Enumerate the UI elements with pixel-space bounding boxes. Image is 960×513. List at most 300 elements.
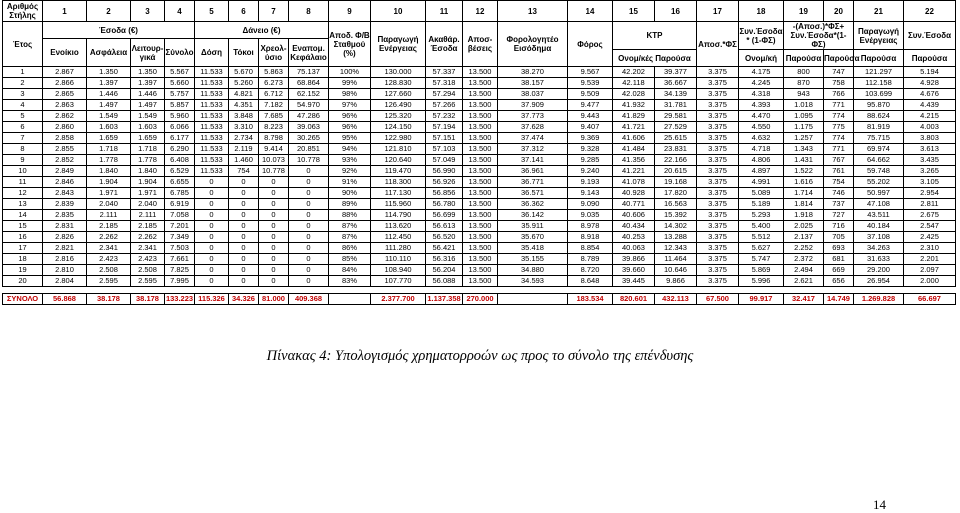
table-cell: 0 [229,210,259,221]
table-row [3,100,956,111]
header-energy-production: Παραγωγή Ενέργειας [371,22,426,67]
table-cell: 37.141 [498,155,568,166]
table-cell: 6.408 [165,155,195,166]
table-cell: 37.628 [498,122,568,133]
table-cell: 15 [3,221,43,232]
table-cell: 56.926 [426,177,463,188]
table-cell: 2.111 [87,210,131,221]
table-cell: 95.870 [854,100,904,111]
header-loan-group: Δάνειο (€) [195,22,329,39]
table-row [3,254,956,265]
table-cell: 0 [259,177,289,188]
table-cell: 0 [259,221,289,232]
table-cell: 14.302 [655,221,697,232]
table-cell: 127.660 [371,89,426,100]
table-cell: 87% [329,232,371,243]
table-cell: 1.616 [784,177,824,188]
table-cell: 2.821 [43,243,87,254]
table-cell: 57.194 [426,122,463,133]
table-cell: 681 [824,254,854,265]
header-insurance: Ασφάλεια [87,39,131,67]
table-cell: 13.500 [463,243,498,254]
total-cell: 14.749 [824,294,854,305]
table-cell: 120.640 [371,155,426,166]
col-number: 7 [259,1,289,22]
table-row [3,166,956,177]
table-cell: 3.375 [697,100,739,111]
table-cell: 5.869 [739,265,784,276]
table-cell: 771 [824,144,854,155]
table-cell: 13.500 [463,155,498,166]
table-cell: 0 [229,177,259,188]
table-cell: 88.624 [854,111,904,122]
table-cell: 3.375 [697,144,739,155]
table-cell: 7 [3,133,43,144]
table-cell: 43.511 [854,210,904,221]
table-cell: 11.533 [195,166,229,177]
table-cell: 9.240 [568,166,613,177]
table-cell: 54.970 [289,100,329,111]
table-cell: 4.821 [229,89,259,100]
table-cell: 88% [329,210,371,221]
table-cell: 0 [229,199,259,210]
col-number: 11 [426,1,463,22]
table-cell: 8.223 [259,122,289,133]
table-cell: 6.177 [165,133,195,144]
table-cell: 705 [824,232,854,243]
table-cell: 40.606 [613,210,655,221]
col-number: 1 [43,1,87,22]
col-number: 10 [371,1,426,22]
table-cell: 40.771 [613,199,655,210]
table-cell: 56.316 [426,254,463,265]
table-cell: 35.670 [498,232,568,243]
table-cell: 4.718 [739,144,784,155]
header-present-1: Παρούσα [784,50,824,67]
table-cell: 9.193 [568,177,613,188]
table-cell: 4.550 [739,122,784,133]
table-cell: 92% [329,166,371,177]
table-cell: 1.397 [87,78,131,89]
table-cell: 13.288 [655,232,697,243]
table-cell: 2.201 [904,254,956,265]
table-cell: 7.685 [259,111,289,122]
table-cell: 1.814 [784,199,824,210]
table-cell: 10 [3,166,43,177]
table-cell: 41.829 [613,111,655,122]
table-cell: 0 [289,177,329,188]
total-cell: 432.113 [655,294,697,305]
table-cell: 114.790 [371,210,426,221]
table-cell: 75.137 [289,67,329,78]
table-body [3,67,956,305]
table-cell: 68.864 [289,78,329,89]
table-cell: 10.646 [655,265,697,276]
table-cell: 4.632 [739,133,784,144]
table-row [3,177,956,188]
header-taxable-income: Φορολογητέο Εισόδημα [498,22,568,67]
table-cell: 6.066 [165,122,195,133]
table-cell: 0 [259,254,289,265]
table-cell: 1.350 [131,67,165,78]
table-cell: 746 [824,188,854,199]
table-cell: 11.533 [195,155,229,166]
table-cell: 8.978 [568,221,613,232]
total-row [3,294,956,305]
table-row [3,78,956,89]
table-cell: 14 [3,210,43,221]
table-cell: 669 [824,265,854,276]
table-cell: 8.854 [568,243,613,254]
col-number: 13 [498,1,568,22]
header-present-3: Παρούσα [854,50,904,67]
table-cell: 2.111 [131,210,165,221]
table-cell: 2.341 [131,243,165,254]
table-cell: 2.867 [43,67,87,78]
table-cell: 9.477 [568,100,613,111]
header-total-income-tax: Συν.Έσοδα * (1-ΦΣ) [739,22,784,50]
table-cell: 38.157 [498,78,568,89]
table-cell: 3.375 [697,78,739,89]
table-cell: 2.826 [43,232,87,243]
table-cell: 754 [229,166,259,177]
table-cell: 89% [329,199,371,210]
table-row [3,89,956,100]
table-cell: 56.421 [426,243,463,254]
table-cell: 39.063 [289,122,329,133]
header-total: Σύνολο [165,39,195,67]
table-cell: 5.512 [739,232,784,243]
table-cell: 3.265 [904,166,956,177]
table-cell: 91% [329,177,371,188]
total-cell: 270.000 [463,294,498,305]
table-cell: 83% [329,276,371,287]
table-cell: 36.771 [498,177,568,188]
table-cell: 2.858 [43,133,87,144]
table-cell: 2.508 [131,265,165,276]
table-cell: 40.063 [613,243,655,254]
table-cell: 95% [329,133,371,144]
table-cell: 3.105 [904,177,956,188]
header-interest: Τόκοι [229,39,259,67]
table-cell: 64.662 [854,155,904,166]
table-cell: 1.018 [784,100,824,111]
header-gross-income: Ακαθάρ. Έσοδα [426,22,463,67]
table-cell: 0 [195,199,229,210]
header-amortization: Χρεολ-ύσιο [259,39,289,67]
col-number: 18 [739,1,784,22]
table-cell: 122.980 [371,133,426,144]
total-cell: 67.500 [697,294,739,305]
table-cell: 6.919 [165,199,195,210]
table-cell: 13.500 [463,276,498,287]
table-cell: 2.595 [131,276,165,287]
table-cell: 2.810 [43,265,87,276]
col-number: 17 [697,1,739,22]
table-cell: 2.262 [131,232,165,243]
total-cell: 2.377.700 [371,294,426,305]
table-cell: 774 [824,133,854,144]
table-cell: 0 [289,188,329,199]
table-cell: 20 [3,276,43,287]
table-cell: 38.270 [498,67,568,78]
table-cell: 4 [3,100,43,111]
table-cell: 11.533 [195,122,229,133]
table-cell: 2.846 [43,177,87,188]
table-cell: 2.137 [784,232,824,243]
table-cell: 115.960 [371,199,426,210]
table-cell: 57.294 [426,89,463,100]
table-cell: 0 [289,243,329,254]
table-cell: 1.497 [87,100,131,111]
table-cell: 6.290 [165,144,195,155]
column-number-row [3,1,956,22]
table-cell: 5.757 [165,89,195,100]
header-energy-production-2: Παραγωγή Ενέργειας [854,22,904,50]
total-cell: 32.417 [784,294,824,305]
table-cell: 56.856 [426,188,463,199]
table-cell: 57.103 [426,144,463,155]
total-label: ΣΥΝΟΛΟ [3,294,43,305]
table-cell: 11.533 [195,133,229,144]
table-cell: 1 [3,67,43,78]
total-cell: 38.178 [131,294,165,305]
table-cell: 0 [229,243,259,254]
total-cell: 56.868 [43,294,87,305]
table-cell: 2.097 [904,265,956,276]
table-cell: 97% [329,100,371,111]
table-cell: 13.500 [463,144,498,155]
table-cell: 9.407 [568,122,613,133]
table-cell: 2.863 [43,100,87,111]
table-cell: 747 [824,67,854,78]
header-depr-tax: Αποσ.*ΦΣ [697,22,739,67]
table-cell: 38.037 [498,89,568,100]
total-cell: 409.368 [289,294,329,305]
table-cell: 2.849 [43,166,87,177]
table-cell: 0 [289,166,329,177]
col-number: 2 [87,1,131,22]
table-cell: 84% [329,265,371,276]
table-cell: 0 [289,221,329,232]
table-cell: 94% [329,144,371,155]
table-cell: 41.221 [613,166,655,177]
table-cell: 13.500 [463,188,498,199]
table-cell: 10.778 [289,155,329,166]
table-cell: 98% [329,89,371,100]
table-cell: 3.375 [697,89,739,100]
total-cell: 183.534 [568,294,613,305]
table-cell: 800 [784,67,824,78]
table-cell: 0 [195,177,229,188]
table-cell: 36.961 [498,166,568,177]
table-cell: 36.667 [655,78,697,89]
table-row [3,133,956,144]
table-cell: 4.393 [739,100,784,111]
table-cell: 20.615 [655,166,697,177]
table-cell: 37.108 [854,232,904,243]
table-cell: 2.423 [87,254,131,265]
table-cell: 5.960 [165,111,195,122]
table-cell: 8.798 [259,133,289,144]
table-cell: 108.940 [371,265,426,276]
table-cell: 35.418 [498,243,568,254]
header-remaining-capital: Εναπομ. Κεφάλαιο [289,39,329,67]
table-cell: 40.928 [613,188,655,199]
table-cell: 5.863 [259,67,289,78]
table-cell: 0 [289,254,329,265]
table-cell: 9.509 [568,89,613,100]
table-cell: 2.839 [43,199,87,210]
table-cell: 2.341 [87,243,131,254]
table-cell: 1.397 [131,78,165,89]
col-number: 12 [463,1,498,22]
table-cell: 3.375 [697,243,739,254]
table-cell: 2.040 [87,199,131,210]
table-cell: 5.194 [904,67,956,78]
table-cell: 42.118 [613,78,655,89]
table-cell: 13.500 [463,122,498,133]
header-rent: Ενοίκιο [43,39,87,67]
table-cell: 2.816 [43,254,87,265]
table-cell: 40.434 [613,221,655,232]
table-cell: 29.581 [655,111,697,122]
table-cell: 2.119 [229,144,259,155]
table-cell: 16 [3,232,43,243]
table-cell: 42.028 [613,89,655,100]
table-cell: 2.831 [43,221,87,232]
table-cell: 1.778 [131,155,165,166]
table-cell: 41.932 [613,100,655,111]
col-number: 15 [613,1,655,22]
table-cell: 6.655 [165,177,195,188]
table-cell: 0 [195,221,229,232]
table-cell: 9.090 [568,199,613,210]
table-cell: 113.620 [371,221,426,232]
table-cell: 12.343 [655,243,697,254]
table-cell: 4.439 [904,100,956,111]
table-cell: 15.392 [655,210,697,221]
table-cell: 0 [229,265,259,276]
table-cell: 2.835 [43,210,87,221]
table-cell: 761 [824,166,854,177]
total-cell: 34.326 [229,294,259,305]
table-cell: 4.676 [904,89,956,100]
header-depreciation: Αποσ-βέσεις [463,22,498,67]
table-cell: 3 [3,89,43,100]
table-cell: 0 [229,188,259,199]
table-cell: 13.500 [463,221,498,232]
table-cell: 57.337 [426,67,463,78]
table-cell: 25.615 [655,133,697,144]
table-cell: 8.720 [568,265,613,276]
table-cell: 37.312 [498,144,568,155]
table-cell: 39.445 [613,276,655,287]
table-cell: 7.349 [165,232,195,243]
table-cell: 41.078 [613,177,655,188]
table-cell: 1.778 [87,155,131,166]
table-cell: 2.040 [131,199,165,210]
table-cell: 2.852 [43,155,87,166]
header-nominal: Ονομ/κή [739,50,784,67]
table-cell: 19.168 [655,177,697,188]
table-cell: 5.567 [165,67,195,78]
col-number: 20 [824,1,854,22]
table-cell: 1.603 [87,122,131,133]
table-cell: 124.150 [371,122,426,133]
col-number: 6 [229,1,259,22]
table-cell: 3.375 [697,210,739,221]
total-cell: 99.917 [739,294,784,305]
table-cell: 7.182 [259,100,289,111]
table-cell: 3.375 [697,188,739,199]
table-cell: 766 [824,89,854,100]
header-group-row [3,22,956,39]
total-cell: 38.178 [87,294,131,305]
table-cell: 4.991 [739,177,784,188]
table-cell: 13.500 [463,254,498,265]
total-cell: 66.697 [904,294,956,305]
table-cell: 0 [259,199,289,210]
table-cell: 31.633 [854,254,904,265]
col-number: 19 [784,1,824,22]
table-cell: 119.470 [371,166,426,177]
total-cell: 115.326 [195,294,229,305]
table-cell: 55.202 [854,177,904,188]
table-row [3,243,956,254]
table-cell: 96% [329,122,371,133]
table-cell: 6.712 [259,89,289,100]
table-cell: 19 [3,265,43,276]
table-cell: 3.375 [697,111,739,122]
table-cell: 716 [824,221,854,232]
table-row [3,111,956,122]
table-cell: 0 [289,199,329,210]
table-cell: 111.280 [371,243,426,254]
col-number: 16 [655,1,697,22]
spacer-cell [3,287,956,294]
header-operating: Λειτουρ-γικά [131,39,165,67]
table-cell: 9 [3,155,43,166]
table-cell: 9.539 [568,78,613,89]
table-cell: 36.571 [498,188,568,199]
table-cell: 2 [3,78,43,89]
table-cell: 2.494 [784,265,824,276]
table-cell: 57.318 [426,78,463,89]
table-cell: 2.862 [43,111,87,122]
table-cell: 2.866 [43,78,87,89]
table-row [3,199,956,210]
table-cell: 2.860 [43,122,87,133]
table-cell: 7.825 [165,265,195,276]
table-cell: 90% [329,188,371,199]
table-cell: 2.855 [43,144,87,155]
col-number: 22 [904,1,956,22]
table-cell: 0 [195,188,229,199]
total-cell [329,294,371,305]
table-cell: 9.443 [568,111,613,122]
table-cell: 0 [259,188,289,199]
total-cell: 1.137.358 [427,294,461,303]
table-cell: 30.265 [289,133,329,144]
table-cell: 0 [259,210,289,221]
table-cell: 9.369 [568,133,613,144]
table-cell: 2.252 [784,243,824,254]
table-cell: 4.351 [229,100,259,111]
table-cell: 5.857 [165,100,195,111]
table-cell: 56.613 [426,221,463,232]
table-cell: 93% [329,155,371,166]
